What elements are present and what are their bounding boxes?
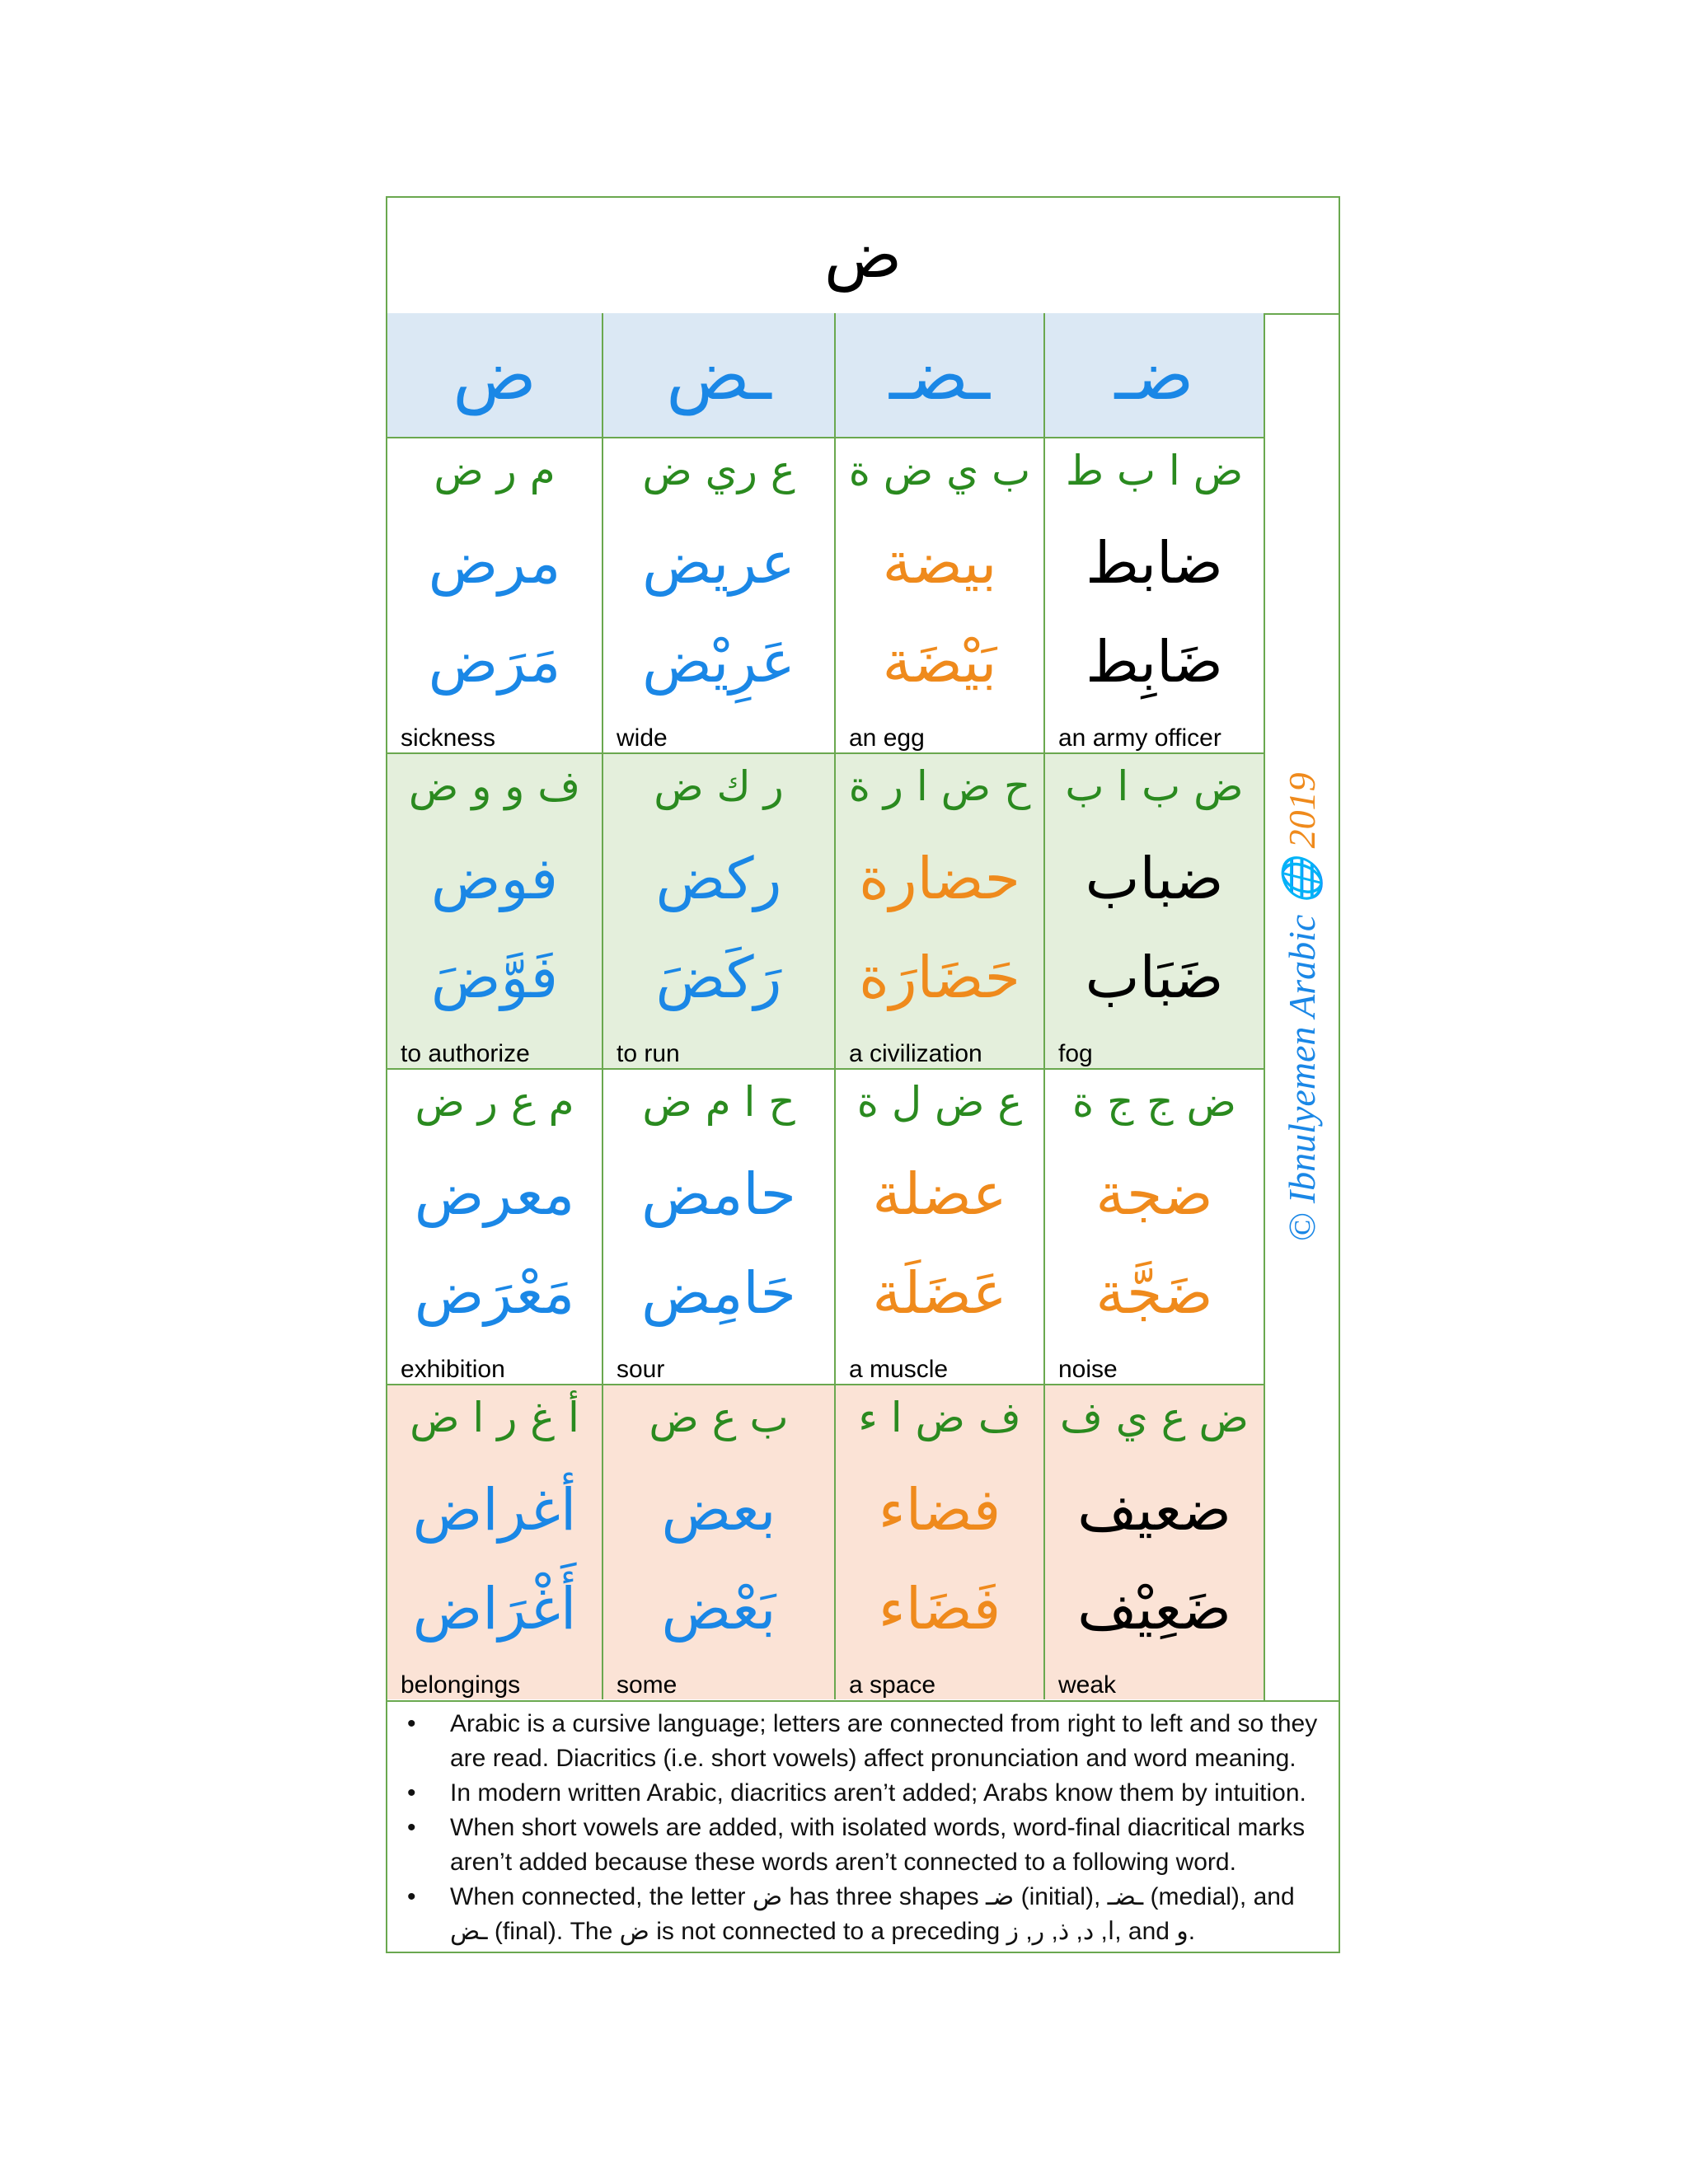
word-plain: معرض	[414, 1160, 575, 1228]
word-meaning: weak	[1058, 1671, 1117, 1699]
word-card	[836, 1385, 1045, 1699]
word-meaning: exhibition	[401, 1356, 505, 1383]
word-row-2	[387, 752, 1265, 1068]
word-vowelled: عَضَلَة	[872, 1259, 1007, 1327]
letter-breakdown: ب ع ض	[649, 1394, 789, 1441]
notes-section	[387, 1700, 1339, 1952]
word-vowelled: حَضَارَة	[859, 944, 1020, 1011]
word-card	[836, 754, 1045, 1068]
word-card	[603, 438, 836, 752]
word-plain: ضعيف	[1077, 1476, 1231, 1544]
letter-breakdown: ف و و ض	[408, 762, 581, 810]
word-card	[603, 1070, 836, 1384]
note-text: When connected, the letter ض has three shapes ضـ (initial), ـضـ (medial), and ـض (final). The ض is not connected to a preceding ا, د, ذ, ر, ز, and و.	[450, 1883, 1295, 1945]
word-card	[387, 1070, 603, 1384]
word-row-1	[387, 437, 1265, 752]
word-vowelled: ضَابِط	[1085, 628, 1223, 696]
word-plain: حامض	[641, 1160, 796, 1228]
word-vowelled: ضَبَاب	[1085, 944, 1224, 1011]
letter-breakdown: ع ري ض	[642, 447, 795, 494]
letter-shapes-row	[387, 313, 1265, 437]
word-vowelled: بَعْض	[661, 1575, 776, 1643]
word-meaning: an army officer	[1058, 724, 1221, 752]
word-meaning: sickness	[401, 724, 496, 752]
globe-icon: 🌐	[1280, 857, 1323, 905]
shape-medial: ـضـ	[836, 313, 1045, 437]
word-card	[836, 1070, 1045, 1384]
word-card	[1045, 754, 1265, 1068]
word-plain: بيضة	[882, 529, 997, 597]
letter-breakdown: م ر ض	[434, 447, 556, 494]
word-card	[387, 438, 603, 752]
word-card	[1045, 1070, 1265, 1384]
word-vowelled: رَكَضَ	[655, 944, 782, 1011]
word-plain: عضلة	[872, 1160, 1007, 1228]
page-title: ض	[387, 198, 1339, 315]
word-vowelled: ضَجَّة	[1095, 1259, 1213, 1327]
word-row-4	[387, 1384, 1265, 1699]
bullet-icon: •	[407, 1710, 416, 1737]
note-item	[402, 1880, 1327, 1949]
word-card	[387, 754, 603, 1068]
letter-breakdown: ض ا ب ط	[1065, 447, 1244, 494]
word-card	[387, 1385, 603, 1699]
word-plain: ضجة	[1095, 1160, 1213, 1228]
word-plain: ركض	[655, 845, 782, 912]
word-card	[836, 438, 1045, 752]
word-vowelled: ضَعِيْف	[1077, 1575, 1231, 1643]
note-text: When short vowels are added, with isolated words, word-final diacritical marks aren’t added because these words aren’t connected to a following word.	[450, 1814, 1306, 1876]
word-plain: مرض	[428, 529, 561, 597]
word-row-3	[387, 1068, 1265, 1384]
letter-breakdown: ر ك ض	[654, 762, 784, 810]
note-item	[402, 1776, 1327, 1811]
letter-breakdown: ض ج ج ة	[1072, 1078, 1236, 1126]
credit-text: © Ibnulyemen Arabic	[1280, 914, 1323, 1242]
note-item	[402, 1707, 1327, 1776]
word-meaning: wide	[617, 724, 668, 752]
word-vowelled: فَوَّضَ	[430, 944, 559, 1011]
bullet-icon: •	[407, 1779, 416, 1807]
word-meaning: to authorize	[401, 1040, 530, 1067]
note-text: Arabic is a cursive language; letters are connected from right to left and so they are read. Diacritics (i.e. short vowels) affect pronunciation and word meaning.	[450, 1710, 1318, 1772]
word-meaning: an egg	[849, 724, 925, 752]
note-text: In modern written Arabic, diacritics aren’t added; Arabs know them by intuition.	[450, 1779, 1306, 1807]
word-vowelled: حَامِض	[641, 1259, 796, 1327]
word-meaning: belongings	[401, 1671, 521, 1699]
word-meaning: a civilization	[849, 1040, 982, 1067]
word-plain: فضاء	[878, 1476, 1001, 1544]
word-card	[1045, 438, 1265, 752]
word-card	[1045, 1385, 1265, 1699]
word-plain: بعض	[661, 1476, 776, 1544]
bullet-icon: •	[407, 1814, 416, 1841]
letter-breakdown: ف ض ا ء	[858, 1394, 1021, 1441]
word-card	[603, 1385, 836, 1699]
word-vowelled: أَغْرَاض	[412, 1575, 577, 1643]
credit-year: 2019	[1280, 771, 1323, 848]
credit-sidebar	[1264, 313, 1339, 1700]
word-plain: عريض	[642, 529, 795, 597]
letter-breakdown: ح ض ا ر ة	[848, 762, 1031, 810]
word-plain: ضباب	[1085, 845, 1224, 912]
word-meaning: fog	[1058, 1040, 1093, 1067]
copyright-credit	[1280, 772, 1325, 1241]
word-meaning: a space	[849, 1671, 936, 1699]
note-item	[402, 1811, 1327, 1880]
word-vowelled: مَرَض	[428, 628, 561, 696]
word-meaning: sour	[617, 1356, 665, 1383]
word-meaning: noise	[1058, 1356, 1118, 1383]
letter-breakdown: ع ض ل ة	[856, 1078, 1023, 1126]
bullet-icon: •	[407, 1883, 416, 1910]
letter-breakdown: م ع ر ض	[415, 1078, 574, 1126]
word-vowelled: عَرِيْض	[642, 628, 795, 696]
word-vowelled: بَيْضَة	[882, 628, 997, 696]
notes-list	[402, 1707, 1327, 1949]
shape-final: ض	[387, 313, 603, 437]
word-plain: ضابط	[1085, 529, 1223, 597]
word-meaning: to run	[617, 1040, 680, 1067]
word-plain: حضارة	[859, 845, 1020, 912]
word-vowelled: مَعْرَض	[414, 1259, 575, 1327]
word-vowelled: فَضَاء	[878, 1575, 1001, 1643]
letter-sheet	[386, 196, 1340, 1953]
letter-breakdown: ض ب ا ب	[1065, 762, 1244, 810]
word-card	[603, 754, 836, 1068]
word-plain: أغراض	[412, 1476, 577, 1544]
shape-final-connected: ـض	[603, 313, 836, 437]
word-meaning: a muscle	[849, 1356, 949, 1383]
letter-breakdown: ض ع ي ف	[1060, 1394, 1249, 1441]
word-plain: فوض	[430, 845, 559, 912]
letter-breakdown: ح ا م ض	[642, 1078, 795, 1126]
shape-initial: ضـ	[1045, 313, 1265, 437]
word-meaning: some	[617, 1671, 678, 1699]
letter-breakdown: ب ي ض ة	[848, 447, 1031, 494]
letter-breakdown: أ غ ر ا ض	[410, 1394, 579, 1441]
